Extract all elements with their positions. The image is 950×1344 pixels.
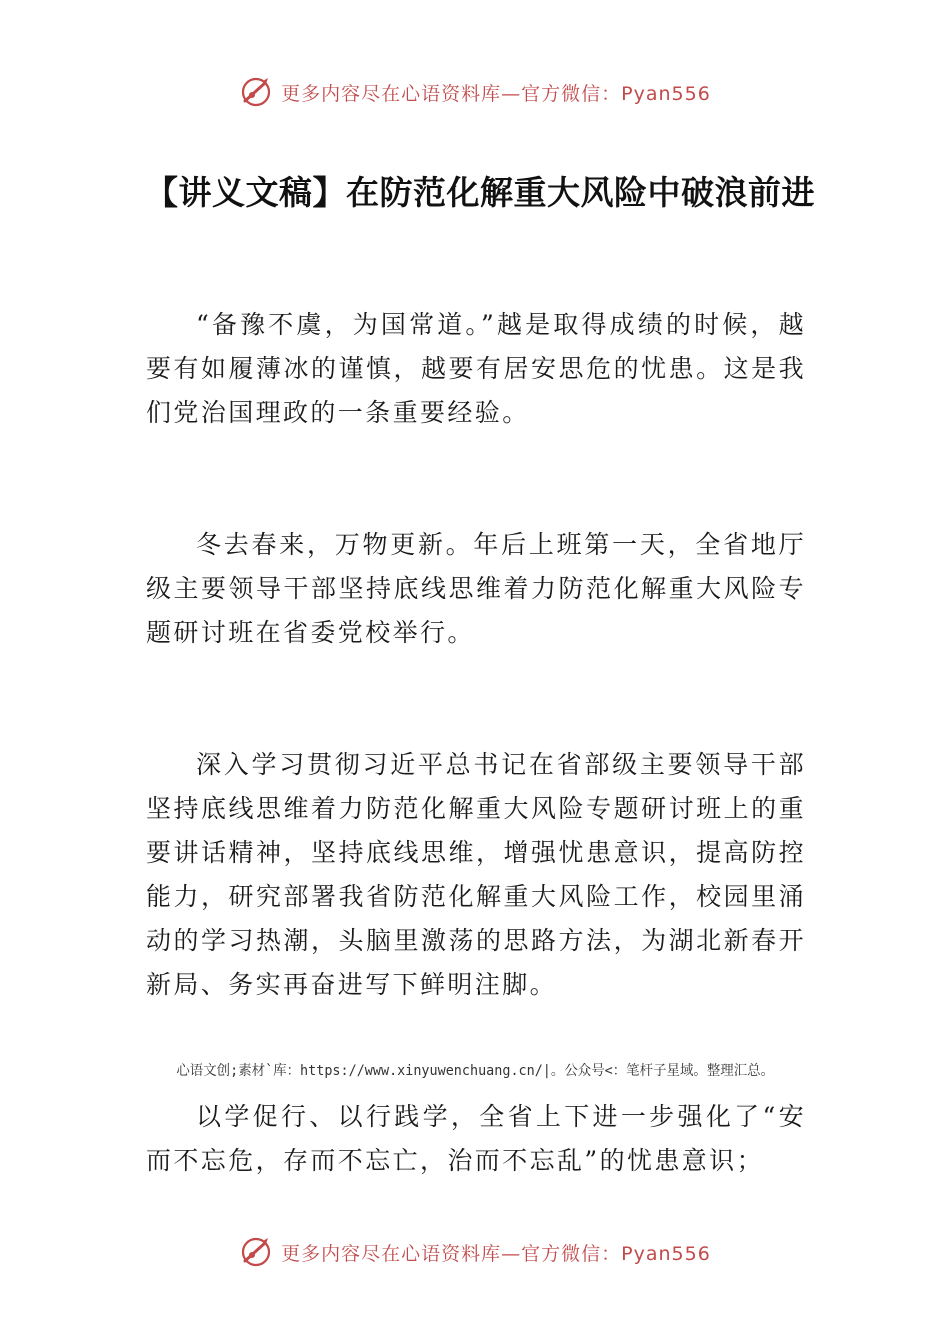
- pen-circle-logo-icon: [239, 75, 273, 109]
- footer-banner: [0, 1232, 950, 1272]
- banner-text: 更多内容尽在心语资料库—官方微信：Pyan556: [281, 1242, 711, 1265]
- paragraph-1: “备豫不虞，为国常道。”越是取得成绩的时候，越要有如履薄冰的谨慎，越要有居安思危的忧患。这是我们党治国理政的一条重要经验。: [146, 310, 806, 427]
- paragraph-3: 深入学习贯彻习近平总书记在省部级主要领导干部坚持底线思维着力防范化解重大风险专题研讨班上的重要讲话精神，坚持底线思维，增强忧患意识，提高防控能力，研究部署我省防范化解重大风险工作，校园里涌动的学习热潮，头脑里激荡的思路方法，为湖北新春开新局、务实再奋进写下鲜明注脚。: [146, 750, 806, 999]
- source-watermark-line: 心语文创;素材`库：https://www.xinyuwenchuang.cn/|。公众号<：笔杆子星域。整理汇总。: [176, 1063, 775, 1079]
- wechat-id: Pyan556: [621, 82, 711, 105]
- banner-text: 更多内容尽在心语资料库—官方微信：Pyan556: [281, 82, 711, 105]
- paragraph-4: 以学促行、以行践学，全省上下进一步强化了“安而不忘危，存而不忘亡，治而不忘乱”的忧患意识；: [146, 1102, 806, 1175]
- document-body: [146, 303, 806, 1183]
- document-title: 【讲义文稿】在防范化解重大风险中破浪前进: [145, 173, 815, 212]
- pen-circle-logo-icon: [239, 1235, 273, 1269]
- header-banner: [0, 72, 950, 112]
- wechat-id: Pyan556: [621, 1242, 711, 1265]
- paragraph-2: 冬去春来，万物更新。年后上班第一天，全省地厅级主要领导干部坚持底线思维着力防范化解重大风险专题研讨班在省委党校举行。: [146, 530, 806, 647]
